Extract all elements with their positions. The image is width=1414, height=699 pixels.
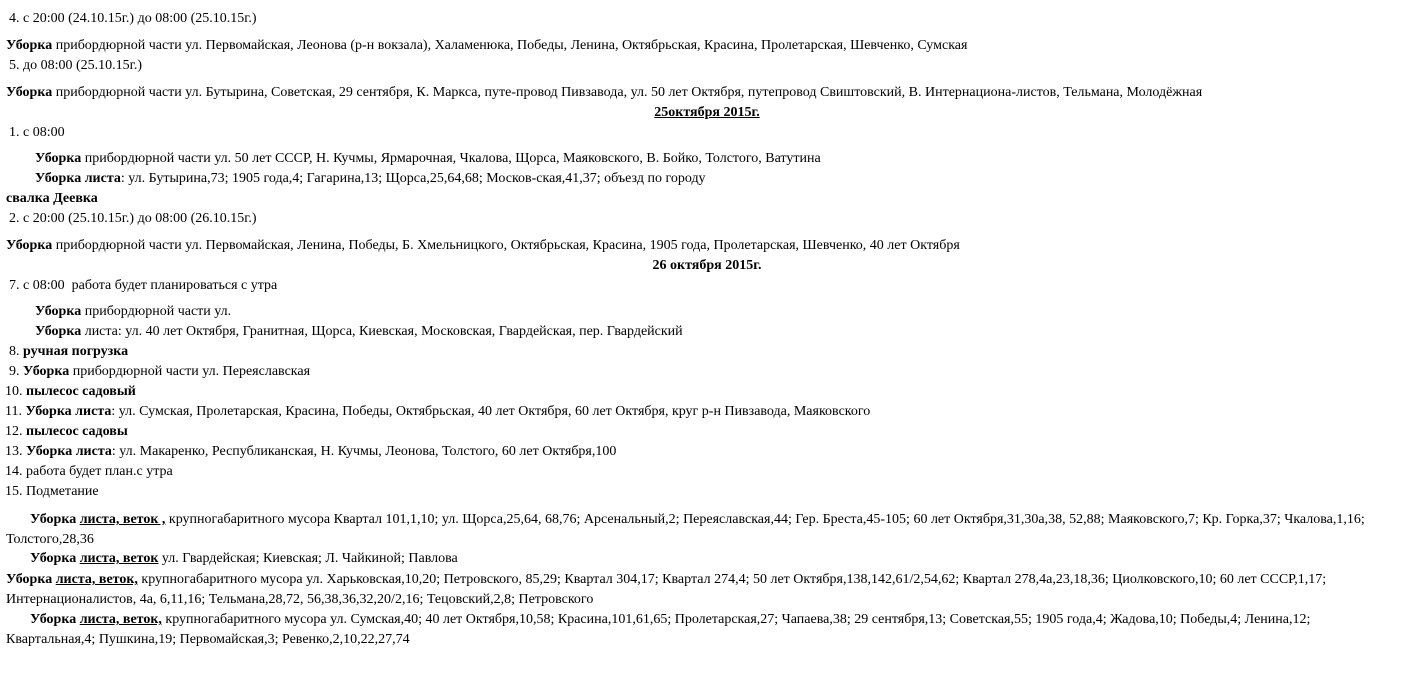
item-number: 7. [9, 278, 20, 293]
streets-text: ул. Гвардейская; Киевская; Л. Чайкиной; Павлова [161, 551, 458, 566]
item-text: до 08:00 (25.10.15г.) [23, 58, 142, 73]
list-item-12 [5, 423, 128, 440]
list-item-9 [9, 363, 310, 380]
bold-label: Уборка [35, 304, 82, 319]
list-item-8 [9, 343, 128, 360]
bold-label: Уборка листа [26, 444, 112, 459]
list-item-1 [9, 124, 65, 141]
bold-label: Уборка [23, 364, 70, 379]
streets-text: : ул. Макаренко, Республиканская, Н. Кучмы, Леонова, Толстого, 60 лет Октября,100 [111, 444, 617, 459]
cleaning-line [6, 84, 1202, 101]
list-item-14 [5, 463, 173, 480]
cleaning-line [35, 150, 821, 167]
item-text: работа будет план.с утра [26, 464, 173, 479]
list-item-15 [5, 483, 99, 500]
list-item-11 [5, 403, 870, 420]
bold-label: Уборка [6, 85, 53, 100]
bold-underlined-label: листа, веток , [79, 512, 166, 527]
bold-label: Уборка [35, 324, 82, 339]
streets-text: : ул. Сумская, Пролетарская, Красина, Победы, Октябрьская, 40 лет Октября, 60 лет Октября, круг р-н Пивзавода, Маяковского [111, 404, 871, 419]
list-item-13 [5, 443, 616, 460]
item-number: 12. [5, 424, 23, 439]
heading-text: 26 октября 2015г. [652, 258, 762, 273]
leaf-cleaning-line [35, 170, 706, 187]
cleaning-paragraph-1 [6, 510, 1401, 550]
bold-label: пылесос садовый [26, 384, 136, 399]
streets-text: листа: ул. 40 лет Октября, Гранитная, Щорса, Киевская, Московская, Гвардейская, пер. Гвардейский [84, 324, 683, 339]
bold-label: Уборка [35, 151, 82, 166]
heading-text: 25октября 2015г. [654, 105, 760, 120]
cleaning-paragraph-3 [6, 570, 1401, 610]
cleaning-paragraph-4 [6, 610, 1401, 650]
cleaning-line [6, 237, 960, 254]
item-number: 10. [5, 384, 23, 399]
item-text: с 08:00 [23, 125, 65, 140]
streets-text: прибордюрной части ул. Первомайская, Леонова (р-н вокзала), Халаменюка, Победы, Ленина, Октябрьская, Красина, Пролетарская, Шевченко, Сумская [55, 38, 968, 53]
streets-text: прибордюрной части ул. Первомайская, Ленина, Победы, Б. Хмельницкого, Октябрьская, Красина, 1905 года, Пролетарская, Шевченко, 40 лет Октября [55, 238, 960, 253]
bold-label: свалка Деевка [6, 191, 98, 206]
bold-label: Уборка [30, 551, 77, 566]
item-number: 11. [5, 404, 22, 419]
item-number: 15. [5, 484, 23, 499]
item-number: 13. [5, 444, 23, 459]
bold-label: Уборка [6, 572, 53, 587]
bold-label: Уборка [30, 612, 77, 627]
streets-text: прибордюрной части ул. [84, 304, 232, 319]
list-item-7 [9, 277, 277, 294]
bold-underlined-label: листа, веток, [55, 572, 138, 587]
cleaning-paragraph-2 [30, 550, 458, 567]
item-text: с 20:00 (25.10.15г.) до 08:00 (26.10.15г.) [23, 211, 257, 226]
dump-label [6, 190, 98, 207]
item-text: Подметание [26, 484, 99, 499]
streets-text: прибордюрной части ул. Бутырина, Советская, 29 сентября, К. Маркса, путе-провод Пивзавода, ул. 50 лет Октября, путепровод Свиштовский, В. Интернациона-листов, Тельмана, Молодёжная [55, 85, 1203, 100]
bold-label: Уборка листа [35, 171, 121, 186]
item-number: 14. [5, 464, 23, 479]
list-item-5 [9, 57, 142, 74]
list-item-10 [5, 383, 136, 400]
cleaning-line [6, 37, 967, 54]
item-number: 2. [9, 211, 20, 226]
streets-text: крупногабаритного мусора Квартал 101,1,10; ул. Щорса,25,64, 68,76; Арсенальный,2; Переяславская,44; Гер. Бреста,45-105; 60 лет Октября,31,30а,38, 52,88; Маяковского,7; Кр. Горка,37; Чкалова,1,16; Толстого,28,36 [6, 512, 1365, 547]
item-number: 9. [9, 364, 20, 379]
leaf-cleaning-line [35, 323, 683, 340]
item-text: с 20:00 (24.10.15г.) до 08:00 (25.10.15г.) [23, 11, 257, 26]
bold-underlined-label: листа, веток [79, 551, 159, 566]
item-number: 5. [9, 58, 20, 73]
item-number: 1. [9, 125, 20, 140]
bold-label: Уборка [6, 238, 53, 253]
date-heading [0, 257, 1414, 274]
date-heading [0, 104, 1414, 121]
streets-text: крупногабаритного мусора ул. Сумская,40; 40 лет Октября,10,58; Красина,101,61,65; Пролетарская,27; Чапаева,38; 29 сентября,13; Советская,55; 1905 года,4; Жадова,10; Победы,4; Ленина,12; Квартальная,4; Пушкина,19; Первомайская,3; Ревенко,2,10,22,27,74 [6, 612, 1311, 647]
item-number: 8. [9, 344, 20, 359]
bold-label: Уборка [6, 38, 53, 53]
item-number: 4. [9, 11, 20, 26]
list-item-4 [9, 10, 257, 27]
cleaning-line [35, 303, 231, 320]
streets-text: : ул. Бутырина,73; 1905 года,4; Гагарина,13; Щорса,25,64,68; Москов-ская,41,37; объезд по городу [120, 171, 706, 186]
streets-text: прибордюрной части ул. Переяславская [72, 364, 311, 379]
streets-text: крупногабаритного мусора ул. Харьковская,10,20; Петровского, 85,29; Квартал 304,17; Квартал 274,4; 50 лет Октября,138,142,61/2,54,62; Квартал 278,4а,23,18,36; Циолковского,10; 60 лет СССР,1,17; Интернационалистов, 4а, 6,11,16; Тельмана,28,72, 56,38,36,32,20/2,16; Тецовский,2,8; Петровского [6, 572, 1334, 607]
bold-underlined-label: листа, веток, [79, 612, 162, 627]
list-item-2 [9, 210, 257, 227]
streets-text: прибордюрной части ул. 50 лет СССР, Н. Кучмы, Ярмарочная, Чкалова, Щорса, Маяковского, В. Бойко, Толстого, Ватутина [84, 151, 821, 166]
bold-label: Уборка листа [25, 404, 112, 419]
bold-label: Уборка [30, 512, 77, 527]
bold-label: ручная погрузка [23, 344, 129, 359]
bold-label: пылесос садовы [26, 424, 128, 439]
item-text: с 08:00 работа будет планироваться с утра [23, 278, 278, 293]
